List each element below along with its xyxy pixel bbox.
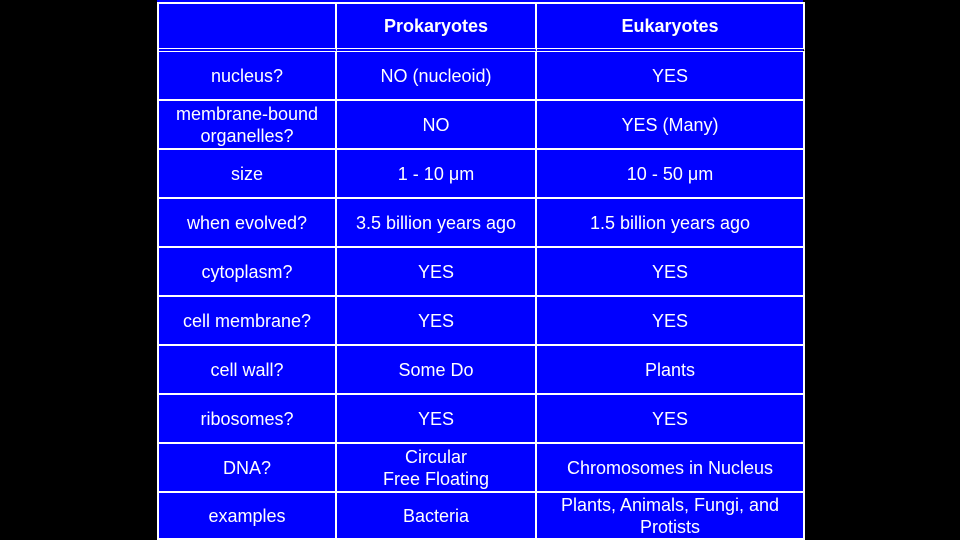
cell-feature bbox=[159, 199, 337, 248]
cell-feature bbox=[159, 297, 337, 346]
cell-eukaryotes bbox=[537, 395, 805, 444]
cell-feature bbox=[159, 101, 337, 150]
cell-text: membrane-bound bbox=[175, 103, 319, 124]
letterbox-left bbox=[0, 0, 157, 540]
cell-eukaryotes bbox=[537, 52, 805, 101]
cell-text: Free Floating bbox=[382, 468, 490, 489]
cell-text: Some Do bbox=[398, 359, 474, 380]
comparison-table bbox=[157, 2, 805, 540]
table-row bbox=[159, 297, 805, 346]
cell-text: Chromosomes in Nucleus bbox=[566, 457, 774, 478]
header-prokaryotes: Prokaryotes bbox=[337, 4, 537, 52]
cell-text: 10 - 50 μm bbox=[626, 163, 714, 184]
table-row bbox=[159, 395, 805, 444]
cell-prokaryotes bbox=[337, 493, 537, 540]
cell-prokaryotes bbox=[337, 199, 537, 248]
cell-text: 3.5 billion years ago bbox=[355, 212, 517, 233]
cell-eukaryotes bbox=[537, 199, 805, 248]
cell-text: cell wall? bbox=[210, 359, 284, 380]
cell-text: DNA? bbox=[222, 457, 271, 478]
cell-text: Plants bbox=[644, 359, 696, 380]
cell-text: YES bbox=[651, 261, 689, 282]
table-row bbox=[159, 493, 805, 540]
cell-prokaryotes bbox=[337, 395, 537, 444]
cell-feature bbox=[159, 52, 337, 101]
table-body bbox=[159, 52, 805, 540]
table-row bbox=[159, 52, 805, 101]
letterbox-right bbox=[803, 0, 960, 540]
cell-text: cell membrane? bbox=[182, 310, 312, 331]
table-row bbox=[159, 346, 805, 395]
table-row bbox=[159, 150, 805, 199]
cell-prokaryotes bbox=[337, 346, 537, 395]
cell-prokaryotes bbox=[337, 101, 537, 150]
cell-text: YES bbox=[651, 65, 689, 86]
cell-prokaryotes bbox=[337, 297, 537, 346]
cell-text: YES (Many) bbox=[621, 114, 719, 135]
cell-text: YES bbox=[417, 310, 455, 331]
table-row bbox=[159, 199, 805, 248]
cell-feature bbox=[159, 150, 337, 199]
cell-eukaryotes bbox=[537, 346, 805, 395]
cell-text: NO (nucleoid) bbox=[380, 65, 492, 86]
table-row bbox=[159, 444, 805, 493]
cell-eukaryotes bbox=[537, 493, 805, 540]
header-feature bbox=[159, 4, 337, 52]
cell-text: cytoplasm? bbox=[201, 261, 293, 282]
cell-text: YES bbox=[651, 408, 689, 429]
cell-prokaryotes bbox=[337, 52, 537, 101]
cell-text: Plants, Animals, Fungi, and bbox=[560, 494, 780, 515]
cell-text: size bbox=[230, 163, 263, 184]
cell-prokaryotes bbox=[337, 248, 537, 297]
table-header-row bbox=[159, 4, 805, 52]
cell-text: 1 - 10 μm bbox=[397, 163, 475, 184]
cell-feature bbox=[159, 346, 337, 395]
table-row bbox=[159, 101, 805, 150]
header-eukaryotes: Eukaryotes bbox=[537, 4, 805, 52]
cell-eukaryotes bbox=[537, 444, 805, 493]
cell-text: YES bbox=[651, 310, 689, 331]
cell-text: 1.5 billion years ago bbox=[589, 212, 751, 233]
cell-text: Protists bbox=[639, 516, 700, 537]
cell-eukaryotes bbox=[537, 248, 805, 297]
cell-feature bbox=[159, 248, 337, 297]
cell-text: ribosomes? bbox=[200, 408, 294, 429]
cell-eukaryotes bbox=[537, 101, 805, 150]
cell-text: Circular bbox=[404, 446, 467, 467]
cell-text: when evolved? bbox=[186, 212, 308, 233]
cell-text: nucleus? bbox=[210, 65, 284, 86]
cell-text: YES bbox=[417, 261, 455, 282]
cell-feature bbox=[159, 395, 337, 444]
cell-prokaryotes bbox=[337, 444, 537, 493]
cell-eukaryotes bbox=[537, 150, 805, 199]
cell-feature bbox=[159, 493, 337, 540]
cell-text: YES bbox=[417, 408, 455, 429]
cell-text: Bacteria bbox=[402, 505, 470, 526]
cell-text: organelles? bbox=[200, 125, 294, 146]
cell-feature bbox=[159, 444, 337, 493]
cell-prokaryotes bbox=[337, 150, 537, 199]
cell-eukaryotes bbox=[537, 297, 805, 346]
cell-text: examples bbox=[208, 505, 286, 526]
table-row bbox=[159, 248, 805, 297]
cell-text: NO bbox=[422, 114, 450, 135]
